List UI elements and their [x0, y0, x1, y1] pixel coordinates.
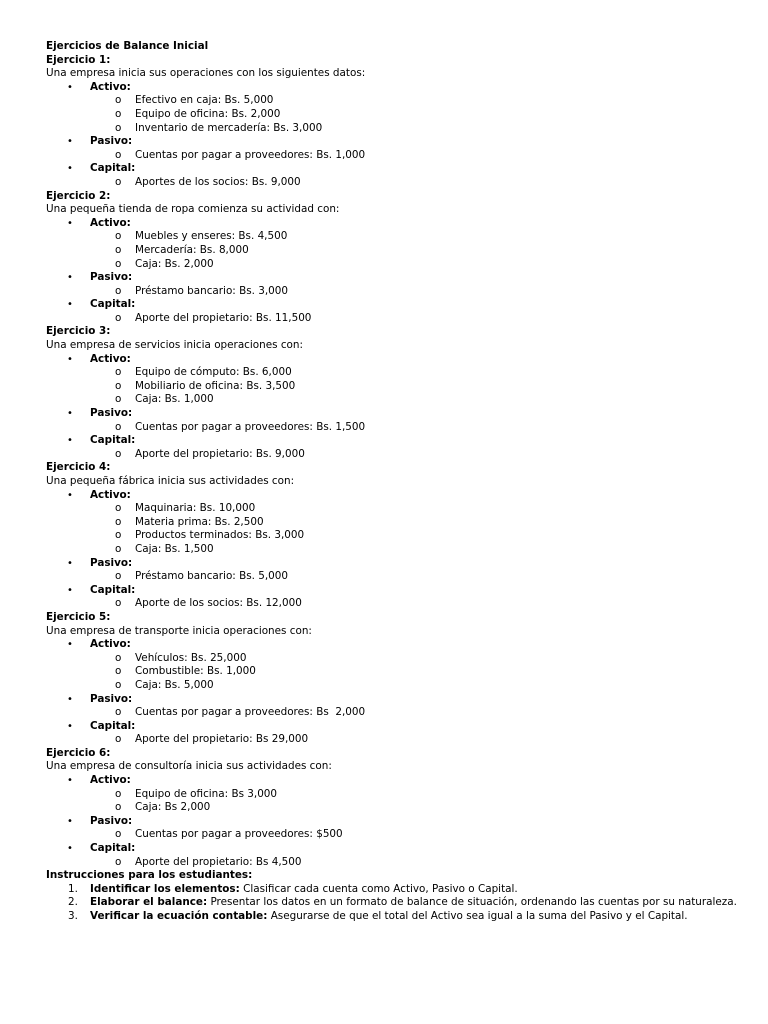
- category-label-pasivo: Pasivo:: [90, 135, 133, 148]
- account-item: [46, 665, 746, 679]
- account-item: [46, 788, 746, 802]
- account-text: Caja: Bs. 1,500: [135, 542, 214, 555]
- account-item: [46, 421, 746, 435]
- account-text: Cuentas por pagar a proveedores: Bs 2,000: [135, 706, 366, 719]
- category-activo: [46, 353, 746, 367]
- document-title: Ejercicios de Balance Inicial: [46, 40, 209, 52]
- account-text: Equipo de oficina: Bs 3,000: [135, 787, 278, 800]
- sub-bullet-marker: o: [115, 379, 122, 392]
- sub-bullet-marker: o: [115, 597, 122, 610]
- exercise-section: [46, 611, 746, 747]
- account-text: Aporte del propietario: Bs 29,000: [135, 733, 309, 746]
- account-item: [46, 856, 746, 870]
- exercise-heading: Ejercicio 4:: [46, 461, 111, 474]
- account-item: [46, 94, 746, 108]
- account-item: [46, 366, 746, 380]
- account-text: Equipo de oficina: Bs. 2,000: [135, 107, 281, 120]
- bullet-marker: •: [67, 843, 73, 855]
- account-item: [46, 312, 746, 326]
- category-activo: [46, 638, 746, 652]
- category-pasivo: [46, 815, 746, 829]
- category-activo: [46, 81, 746, 95]
- bullet-marker: •: [67, 489, 73, 501]
- category-label-pasivo: Pasivo:: [90, 556, 133, 569]
- sub-bullet-marker: o: [115, 529, 122, 542]
- category-label-pasivo: Pasivo:: [90, 814, 133, 827]
- category-label-capital: Capital:: [90, 298, 136, 311]
- instruction-number: 2.: [68, 896, 78, 909]
- exercise-list: [46, 54, 746, 870]
- exercise-intro: Una pequeña fábrica inicia sus actividades con:: [46, 475, 295, 487]
- sub-bullet-marker: o: [115, 148, 122, 161]
- account-text: Cuentas por pagar a proveedores: Bs. 1,000: [135, 148, 366, 161]
- instruction-text: Clasificar cada cuenta como Activo, Pasivo o Capital.: [239, 882, 518, 895]
- sub-bullet-marker: o: [115, 651, 122, 664]
- exercise-section: [46, 461, 746, 611]
- category-capital: [46, 162, 746, 176]
- bullet-marker: •: [67, 775, 73, 787]
- exercise-heading: Ejercicio 3:: [46, 325, 111, 338]
- category-label-capital: Capital:: [90, 434, 136, 447]
- category-capital: [46, 842, 746, 856]
- account-text: Aporte de los socios: Bs. 12,000: [135, 597, 302, 610]
- exercise-heading: Ejercicio 5:: [46, 610, 111, 623]
- category-pasivo: [46, 135, 746, 149]
- account-item: [46, 258, 746, 272]
- account-text: Caja: Bs. 1,000: [135, 393, 214, 406]
- bullet-marker: •: [67, 557, 73, 569]
- account-item: [46, 597, 746, 611]
- sub-bullet-marker: o: [115, 828, 122, 841]
- bullet-marker: •: [67, 136, 73, 148]
- sub-bullet-marker: o: [115, 706, 122, 719]
- account-item: [46, 149, 746, 163]
- instruction-text: Asegurarse de que el total del Activo sea igual a la suma del Pasivo y el Capital.: [267, 910, 688, 922]
- document-body: [46, 40, 746, 924]
- account-text: Muebles y enseres: Bs. 4,500: [135, 230, 288, 243]
- category-pasivo: [46, 693, 746, 707]
- account-item: [46, 230, 746, 244]
- instruction-number: 3.: [68, 910, 78, 922]
- account-text: Préstamo bancario: Bs. 5,000: [135, 570, 288, 583]
- sub-bullet-marker: o: [115, 801, 122, 814]
- sub-bullet-marker: o: [115, 665, 122, 678]
- exercise-heading: Ejercicio 2:: [46, 189, 111, 202]
- sub-bullet-marker: o: [115, 284, 122, 297]
- exercise-section: [46, 747, 746, 869]
- bullet-marker: •: [67, 299, 73, 311]
- sub-bullet-marker: o: [115, 175, 122, 188]
- bullet-marker: •: [67, 639, 73, 651]
- category-label-capital: Capital:: [90, 583, 136, 596]
- account-item: [46, 448, 746, 462]
- bullet-marker: •: [67, 408, 73, 420]
- category-label-pasivo: Pasivo:: [90, 692, 133, 705]
- account-item: [46, 543, 746, 557]
- bullet-marker: •: [67, 693, 73, 705]
- exercise-intro: Una empresa de transporte inicia operaciones con:: [46, 624, 312, 637]
- account-text: Caja: Bs. 5,000: [135, 678, 214, 691]
- account-text: Préstamo bancario: Bs. 3,000: [135, 284, 288, 297]
- sub-bullet-marker: o: [115, 366, 122, 379]
- sub-bullet-marker: o: [115, 257, 122, 270]
- exercise-section: [46, 325, 746, 461]
- account-text: Maquinaria: Bs. 10,000: [135, 502, 256, 515]
- account-item: [46, 516, 746, 530]
- account-item: [46, 176, 746, 190]
- instruction-text: Presentar los datos en un formato de balance de situación, ordenando las cuentas por su naturaleza.: [207, 896, 737, 909]
- instruction-item: [46, 910, 746, 924]
- category-label-capital: Capital:: [90, 162, 136, 175]
- account-item: [46, 529, 746, 543]
- account-text: Vehículos: Bs. 25,000: [135, 651, 247, 664]
- account-text: Equipo de cómputo: Bs. 6,000: [135, 366, 292, 379]
- account-item: [46, 801, 746, 815]
- account-text: Aporte del propietario: Bs 4,500: [135, 855, 302, 868]
- sub-bullet-marker: o: [115, 393, 122, 406]
- sub-bullet-marker: o: [115, 502, 122, 515]
- bullet-marker: •: [67, 435, 73, 447]
- account-text: Inventario de mercadería: Bs. 3,000: [135, 121, 323, 134]
- category-capital: [46, 434, 746, 448]
- exercise-intro: Una empresa de consultoría inicia sus actividades con:: [46, 760, 332, 773]
- category-label-activo: Activo:: [90, 352, 131, 365]
- bullet-marker: •: [67, 81, 73, 93]
- sub-bullet-marker: o: [115, 311, 122, 324]
- sub-bullet-marker: o: [115, 678, 122, 691]
- bullet-marker: •: [67, 217, 73, 229]
- account-item: [46, 706, 746, 720]
- account-text: Aporte del propietario: Bs. 9,000: [135, 447, 305, 460]
- account-text: Materia prima: Bs. 2,500: [135, 515, 264, 528]
- sub-bullet-marker: o: [115, 121, 122, 134]
- account-item: [46, 285, 746, 299]
- category-label-capital: Capital:: [90, 842, 136, 855]
- account-item: [46, 122, 746, 136]
- bullet-marker: •: [67, 584, 73, 596]
- account-text: Aportes de los socios: Bs. 9,000: [135, 175, 301, 188]
- category-pasivo: [46, 557, 746, 571]
- sub-bullet-marker: o: [115, 570, 122, 583]
- account-item: [46, 393, 746, 407]
- account-item: [46, 244, 746, 258]
- category-pasivo: [46, 407, 746, 421]
- instruction-label: Elaborar el balance:: [90, 896, 208, 909]
- category-label-activo: Activo:: [90, 774, 131, 787]
- sub-bullet-marker: o: [115, 420, 122, 433]
- account-text: Cuentas por pagar a proveedores: $500: [135, 828, 343, 841]
- account-item: [46, 108, 746, 122]
- sub-bullet-marker: o: [115, 243, 122, 256]
- category-label-pasivo: Pasivo:: [90, 271, 133, 284]
- instruction-item: [46, 883, 746, 897]
- category-activo: [46, 217, 746, 231]
- sub-bullet-marker: o: [115, 107, 122, 120]
- account-item: [46, 828, 746, 842]
- account-text: Caja: Bs 2,000: [135, 801, 211, 814]
- instructions-heading: Instrucciones para los estudiantes:: [46, 869, 253, 882]
- category-activo: [46, 489, 746, 503]
- bullet-marker: •: [67, 272, 73, 284]
- category-label-capital: Capital:: [90, 719, 136, 732]
- account-item: [46, 570, 746, 584]
- category-capital: [46, 720, 746, 734]
- instructions-section: [46, 869, 746, 923]
- account-text: Combustible: Bs. 1,000: [135, 665, 256, 678]
- category-pasivo: [46, 271, 746, 285]
- account-text: Caja: Bs. 2,000: [135, 257, 214, 270]
- account-item: [46, 652, 746, 666]
- account-text: Mercadería: Bs. 8,000: [135, 243, 249, 256]
- account-item: [46, 733, 746, 747]
- instruction-item: [46, 896, 746, 910]
- bullet-marker: •: [67, 720, 73, 732]
- category-label-activo: Activo:: [90, 488, 131, 501]
- category-label-activo: Activo:: [90, 638, 131, 651]
- bullet-marker: •: [67, 815, 73, 827]
- account-text: Aporte del propietario: Bs. 11,500: [135, 311, 312, 324]
- bullet-marker: •: [67, 163, 73, 175]
- instructions-list: [46, 883, 746, 924]
- category-activo: [46, 774, 746, 788]
- sub-bullet-marker: o: [115, 787, 122, 800]
- bullet-marker: •: [67, 353, 73, 365]
- exercise-section: [46, 190, 746, 326]
- category-label-activo: Activo:: [90, 80, 131, 93]
- account-item: [46, 380, 746, 394]
- exercise-intro: Una empresa de servicios inicia operaciones con:: [46, 339, 303, 352]
- exercise-intro: Una pequeña tienda de ropa comienza su actividad con:: [46, 203, 340, 216]
- sub-bullet-marker: o: [115, 447, 122, 460]
- account-text: Mobiliario de oficina: Bs. 3,500: [135, 379, 296, 392]
- account-text: Cuentas por pagar a proveedores: Bs. 1,500: [135, 420, 366, 433]
- exercise-intro: Una empresa inicia sus operaciones con los siguientes datos:: [46, 67, 366, 80]
- category-capital: [46, 298, 746, 312]
- account-text: Productos terminados: Bs. 3,000: [135, 529, 305, 542]
- account-text: Efectivo en caja: Bs. 5,000: [135, 94, 274, 107]
- exercise-heading: Ejercicio 1:: [46, 53, 111, 66]
- instruction-label: Identificar los elementos:: [90, 882, 240, 895]
- sub-bullet-marker: o: [115, 230, 122, 243]
- instruction-label: Verificar la ecuación contable:: [90, 910, 268, 922]
- sub-bullet-marker: o: [115, 855, 122, 868]
- instruction-number: 1.: [68, 882, 78, 895]
- exercise-heading: Ejercicio 6:: [46, 746, 111, 759]
- sub-bullet-marker: o: [115, 94, 122, 107]
- sub-bullet-marker: o: [115, 542, 122, 555]
- account-item: [46, 502, 746, 516]
- sub-bullet-marker: o: [115, 733, 122, 746]
- sub-bullet-marker: o: [115, 515, 122, 528]
- category-label-pasivo: Pasivo:: [90, 407, 133, 420]
- category-capital: [46, 584, 746, 598]
- account-item: [46, 679, 746, 693]
- category-label-activo: Activo:: [90, 216, 131, 229]
- exercise-section: [46, 54, 746, 190]
